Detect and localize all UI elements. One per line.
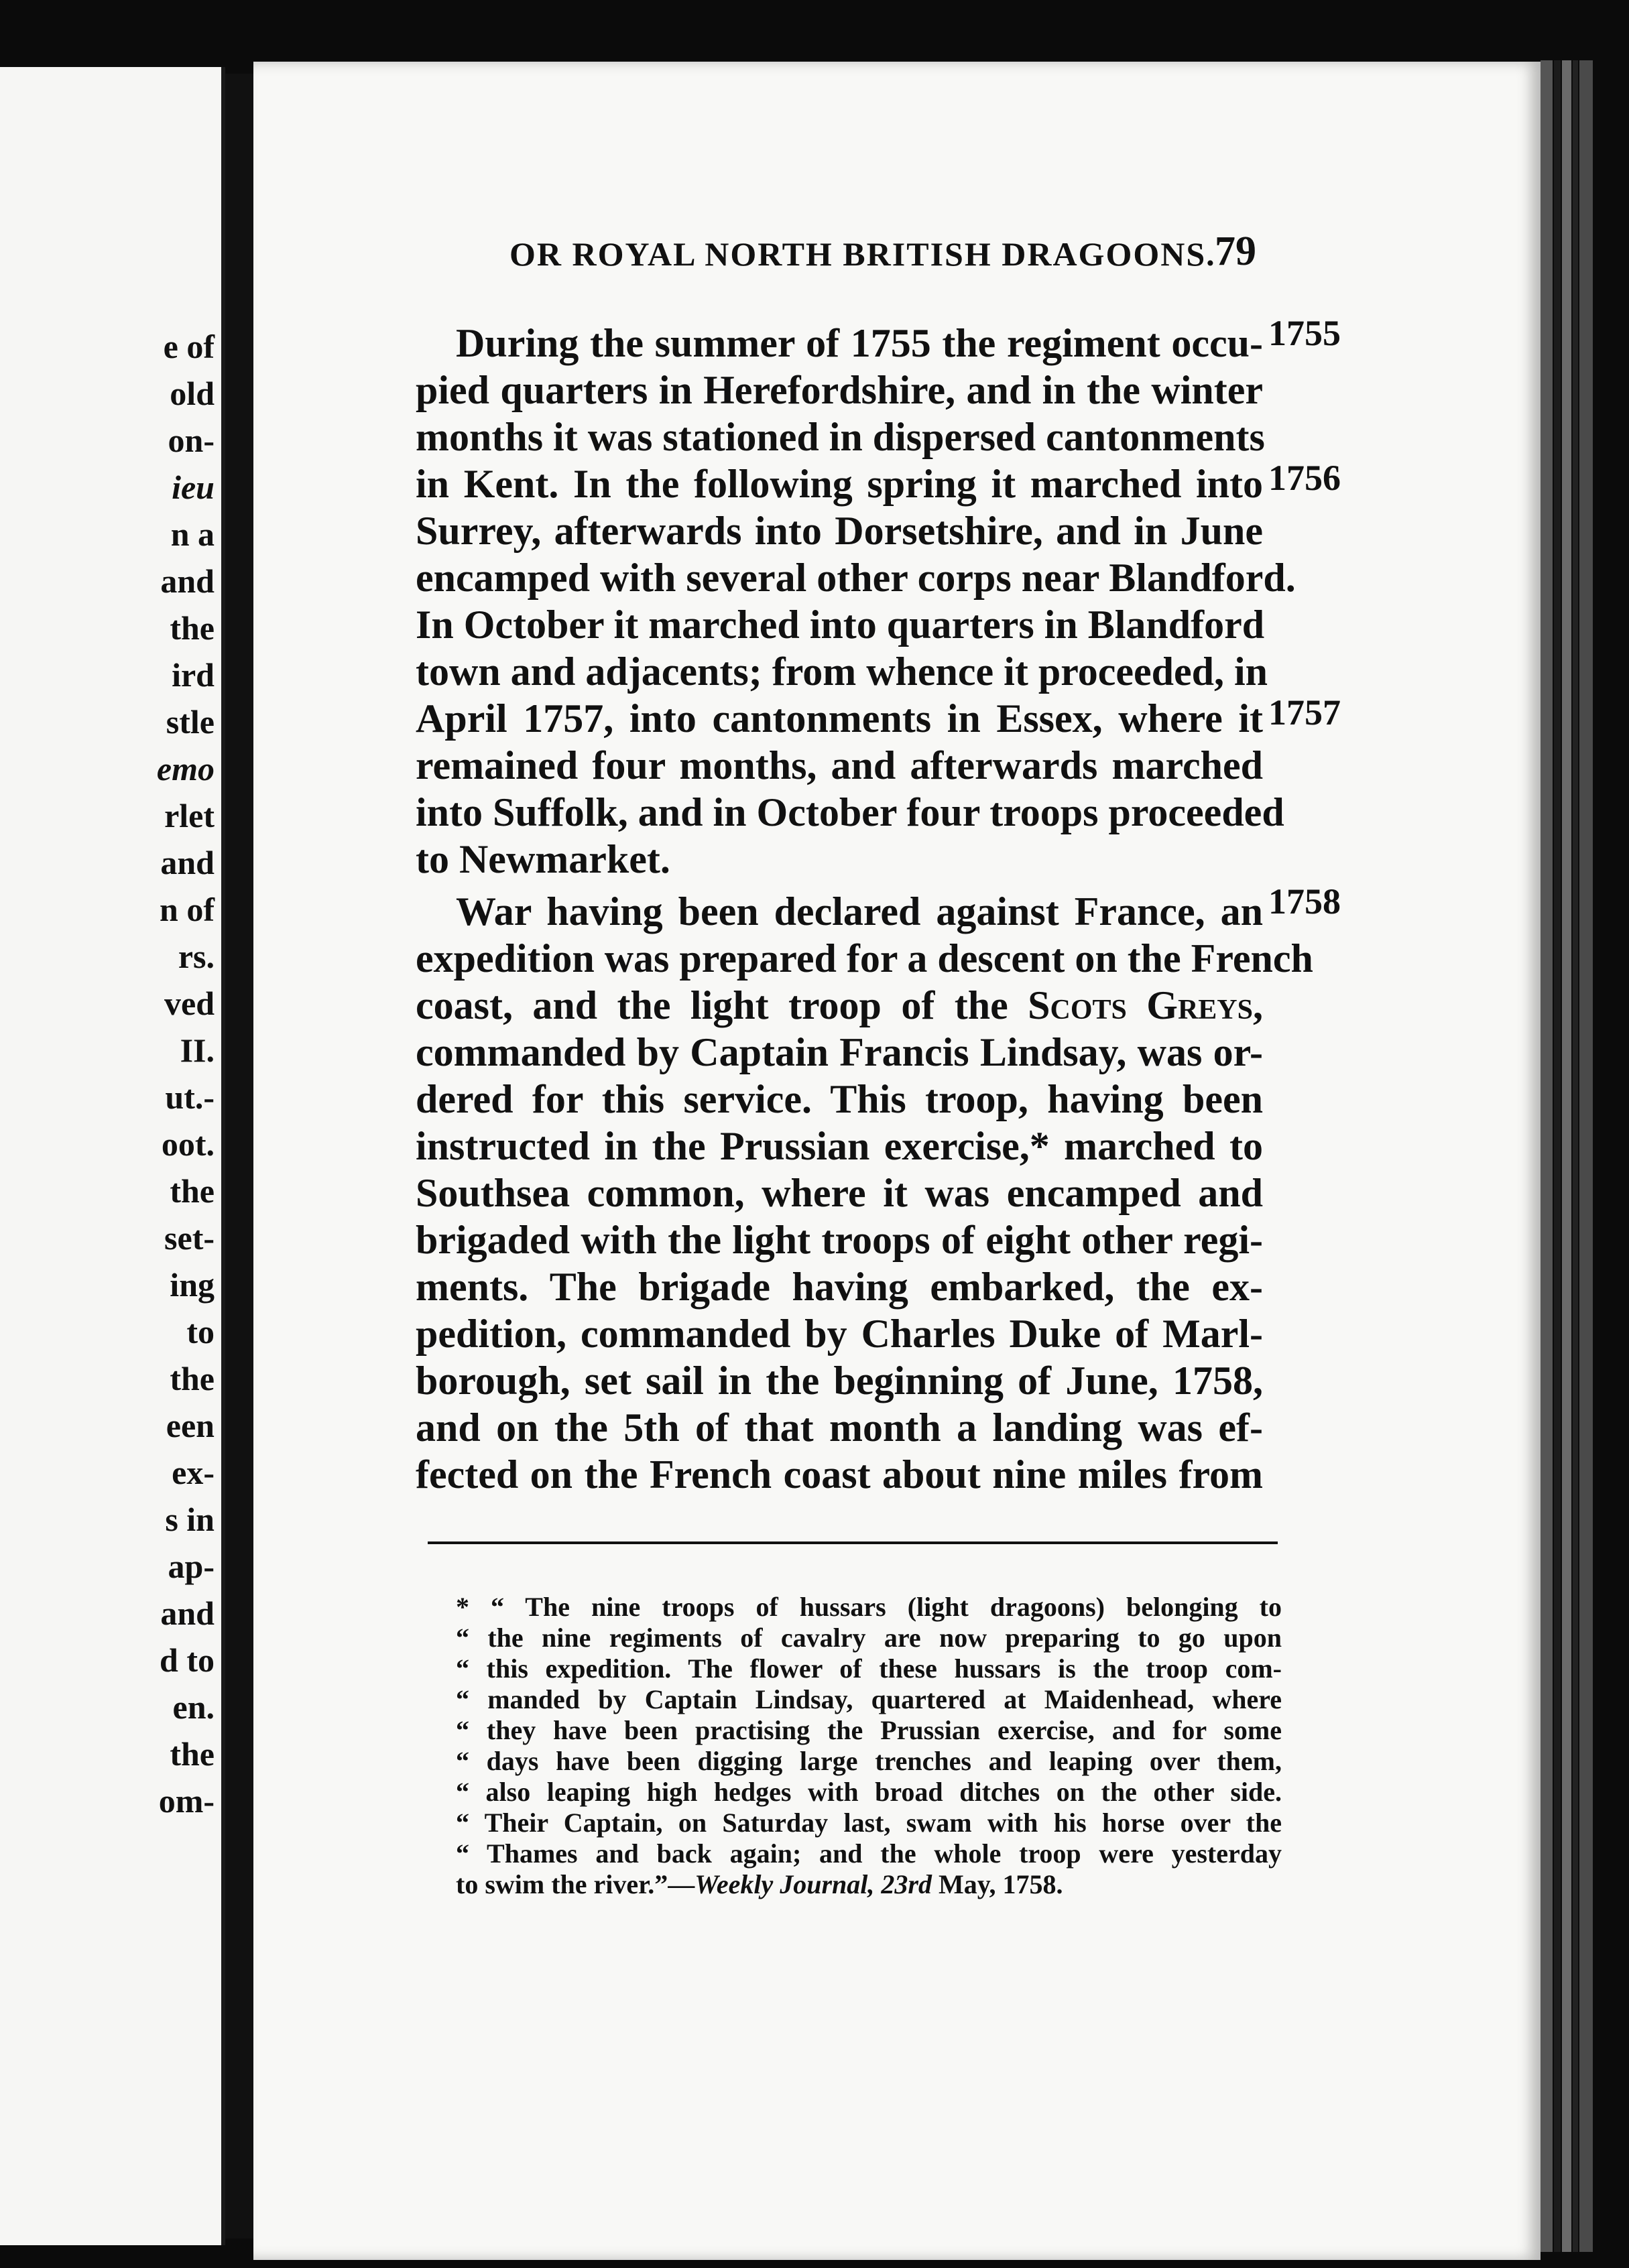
page-edge xyxy=(1541,60,1553,2252)
left-page-line: on- xyxy=(168,422,215,459)
left-page-line: ieu xyxy=(172,468,215,506)
footnote-source-date: May, 1758. xyxy=(931,1869,1063,1899)
left-page-line: II. xyxy=(180,1031,215,1069)
left-page-line: the xyxy=(170,1735,215,1773)
footnote-line: “ Thames and back again; and the whole troop were yesterday xyxy=(456,1838,1282,1869)
page-edge xyxy=(1579,60,1593,2252)
left-page-line: d to xyxy=(160,1641,215,1679)
left-page-line: stle xyxy=(166,703,215,741)
body-line: Southsea common, where it was encamped and xyxy=(416,1171,1263,1215)
body-line: pied quarters in Herefordshire, and in the winter xyxy=(416,368,1263,412)
footnote-line: “ also leaping high hedges with broad ditches on the other side. xyxy=(456,1777,1282,1807)
left-page-line: oot. xyxy=(161,1125,215,1163)
left-page-line: ap- xyxy=(168,1548,215,1585)
left-page-line: n a xyxy=(170,515,215,553)
body-line: commanded by Captain Francis Lindsay, was or- xyxy=(416,1030,1263,1074)
body-line: pedition, commanded by Charles Duke of Marl- xyxy=(416,1312,1263,1356)
body-line: town and adjacents; from whence it proceeded, in xyxy=(416,649,1268,694)
margin-year: 1755 xyxy=(1268,313,1341,353)
page-edge xyxy=(1562,60,1571,2252)
body-line: In October it marched into quarters in Blandford xyxy=(416,603,1265,647)
left-page-line: rs. xyxy=(178,938,215,975)
left-page-line: en. xyxy=(172,1688,215,1726)
left-page-line: ved xyxy=(164,985,215,1022)
book-gutter xyxy=(225,74,253,2239)
footnote-line-text: to swim the river.”— xyxy=(456,1869,695,1899)
regiment-name: Scots Greys, xyxy=(1028,983,1263,1027)
footnote-line: “ Their Captain, on Saturday last, swam with his horse over the xyxy=(456,1808,1282,1838)
body-line: and on the 5th of that month a landing was ef- xyxy=(416,1405,1263,1450)
body-line: April 1757, into cantonments in Essex, where it xyxy=(416,696,1263,741)
left-page-line: om- xyxy=(158,1782,215,1820)
body-line: expedition was prepared for a descent on the French xyxy=(416,936,1313,981)
footnote-line: “ they have been practising the Prussian exercise, and for some xyxy=(456,1715,1282,1745)
body-line: War having been declared against France, an xyxy=(456,889,1263,934)
body-line: months it was stationed in dispersed cantonments xyxy=(416,415,1265,459)
left-page-line: ird xyxy=(172,656,215,694)
left-page-line: rlet xyxy=(164,797,215,834)
body-line: remained four months, and afterwards marched xyxy=(416,743,1263,788)
body-line: borough, set sail in the beginning of June, 1758, xyxy=(416,1359,1263,1403)
left-page-line: e of xyxy=(163,328,215,365)
body-line: dered for this service. This troop, having been xyxy=(416,1077,1263,1121)
footnote-line: “ this expedition. The flower of these hussars is the troop com- xyxy=(456,1653,1282,1684)
body-line: into Suffolk, and in October four troops proceeded xyxy=(416,790,1284,834)
footnote-rule xyxy=(428,1541,1278,1544)
running-title: OR ROYAL NORTH BRITISH DRAGOONS. xyxy=(509,235,1216,273)
left-page-line: old xyxy=(170,375,215,412)
left-page-line: and xyxy=(160,844,215,881)
page-edge xyxy=(1554,60,1561,2252)
body-line-text: coast, and the light troop of the xyxy=(416,983,1028,1027)
left-page-line: ing xyxy=(170,1266,215,1304)
body-line: encamped with several other corps near Blandford. xyxy=(416,556,1296,600)
left-page-line: s in xyxy=(165,1501,215,1538)
left-page-line: emo xyxy=(156,750,215,788)
body-line: instructed in the Prussian exercise,* marched to xyxy=(416,1124,1263,1168)
left-page-line: een xyxy=(166,1407,215,1444)
left-page-fragment xyxy=(0,67,225,2245)
left-page-line: ex- xyxy=(172,1454,215,1491)
left-page-line: and xyxy=(160,1594,215,1632)
left-page-line: the xyxy=(170,609,215,647)
body-line: in Kent. In the following spring it marched into xyxy=(416,462,1263,506)
body-line: to Newmarket. xyxy=(416,837,670,881)
footnote-source: Weekly Journal, 23rd xyxy=(695,1869,932,1899)
body-line xyxy=(416,985,1263,1025)
page-number: 79 xyxy=(1215,229,1256,274)
left-page-line: the xyxy=(170,1172,215,1210)
left-page-line: and xyxy=(160,562,215,600)
body-line: ments. The brigade having embarked, the ex- xyxy=(416,1265,1263,1309)
footnote-line: “ days have been digging large trenches and leaping over them, xyxy=(456,1746,1282,1776)
left-page-line: to xyxy=(186,1313,215,1350)
footnote-line xyxy=(456,1871,1282,1898)
body-line: During the summer of 1755 the regiment occu- xyxy=(456,321,1263,365)
page-edge xyxy=(1573,60,1578,2252)
body-line: brigaded with the light troops of eight other regi- xyxy=(416,1218,1263,1262)
left-page-line: set- xyxy=(164,1219,215,1257)
body-line: Surrey, afterwards into Dorsetshire, and in June xyxy=(416,509,1263,553)
left-page-line: n of xyxy=(160,891,215,928)
footnote-line: “ manded by Captain Lindsay, quartered at Maidenhead, where xyxy=(456,1684,1282,1714)
footnote-line: * “ The nine troops of hussars (light dragoons) belonging to xyxy=(456,1592,1282,1622)
body-line: fected on the French coast about nine miles from xyxy=(416,1452,1263,1497)
footnote-line: “ the nine regiments of cavalry are now preparing to go upon xyxy=(456,1623,1282,1653)
margin-year: 1758 xyxy=(1268,881,1341,922)
margin-year: 1757 xyxy=(1268,692,1341,733)
margin-year: 1756 xyxy=(1268,458,1341,498)
left-page-line: the xyxy=(170,1360,215,1397)
left-page-line: ut.- xyxy=(165,1078,215,1116)
